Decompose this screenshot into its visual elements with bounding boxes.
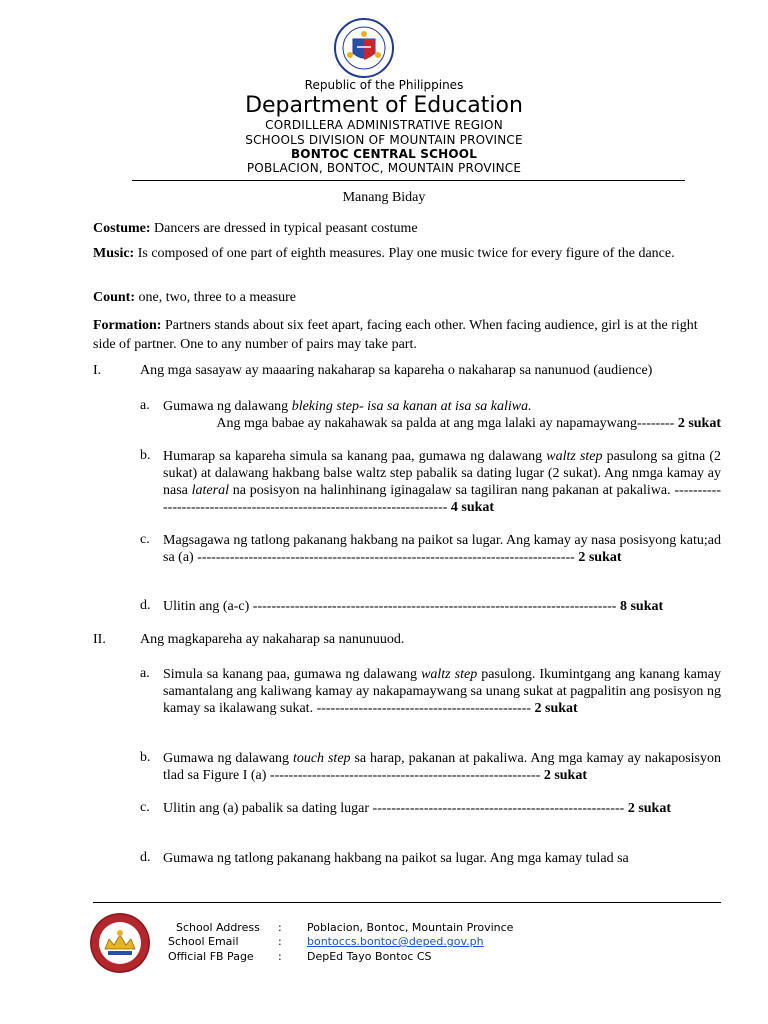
formation-text: Partners stands about six feet apart, facing each other. When facing audience, girl is at the right side of partner. One to any number of pairs may take part. xyxy=(93,318,698,352)
footer-fb-label: Official FB Page xyxy=(168,950,254,963)
school-address-line: POBLACION, BONTOC, MOUNTAIN PROVINCE xyxy=(246,161,522,175)
footer-fb-value: DepEd Tayo Bontoc CS xyxy=(307,950,432,963)
item-2d xyxy=(163,850,721,867)
item-2c-count: 2 sukat xyxy=(624,801,671,816)
item-2b xyxy=(163,750,721,784)
item-2c-letter: c. xyxy=(140,800,150,815)
footer-email-sep: : xyxy=(278,935,282,948)
item-1a-text: Gumawa ng dalawang xyxy=(163,399,292,414)
item-2a xyxy=(163,666,721,717)
item-1b-text-2: pasulong sa gitna (2 sukat) at dalawang hakbang balse waltz step pabalik sa dating lugar (2 sukat). Ang nmga kamay ay nasa xyxy=(163,449,722,498)
costume-text: Dancers are dressed in typical peasant costume xyxy=(150,221,418,236)
item-2a-text: Simula sa kanang paa, gumawa ng dalawang xyxy=(163,667,422,682)
item-2a-count: 2 sukat xyxy=(531,701,578,716)
footer-address-value: Poblacion, Bontoc, Mountain Province xyxy=(307,921,514,934)
item-1a xyxy=(163,398,721,432)
school-logo-icon xyxy=(88,911,152,975)
region-line: CORDILLERA ADMINISTRATIVE REGION xyxy=(265,118,503,132)
item-2b-letter: b. xyxy=(140,750,151,765)
item-2b-count: 2 sukat xyxy=(540,768,587,783)
item-1c xyxy=(163,532,721,566)
item-1b-text-3: na posisyon na halinhinang iginagalaw sa tagiliran nang pakanan at pakaliwa. ----------------------------------------------------------------------- xyxy=(163,483,721,515)
deped-seal-icon xyxy=(326,17,402,79)
music-text: Is composed of one part of eighth measures. Play one music twice for every figure of the dance. xyxy=(134,246,675,261)
footer-email-label: School Email xyxy=(168,935,239,948)
item-1d xyxy=(163,598,721,615)
count-text: one, two, three to a measure xyxy=(135,290,296,305)
item-1a-count: 2 sukat xyxy=(674,416,721,431)
item-1b-letter: b. xyxy=(140,448,151,463)
item-2a-emphasis: waltz step xyxy=(421,667,478,682)
footer-divider xyxy=(93,902,721,903)
count-label: Count: xyxy=(93,290,136,305)
item-1a-text-2: Ang mga babae ay nakahawak sa palda at ang mga lalaki ay napamaywang-------- xyxy=(216,416,675,431)
republic-line: Republic of the Philippines xyxy=(304,78,464,92)
item-1c-count: 2 sukat xyxy=(574,550,622,565)
school-name: BONTOC CENTRAL SCHOOL xyxy=(290,147,478,161)
footer-email-link[interactable]: bontoccs.bontoc@deped.gov.ph xyxy=(307,935,484,948)
item-1c-text: Magsagawa ng tatlong pakanang hakbang na paikot sa lugar. Ang kamay ay nasa posisyong katu;ad sa (a) --------------------------------------------------------------------------------- xyxy=(163,533,721,565)
music-field xyxy=(93,245,721,262)
footer-address-label: School Address xyxy=(176,921,260,934)
item-1d-letter: d. xyxy=(140,598,151,613)
costume-field xyxy=(93,220,721,237)
item-1b-count: 4 sukat xyxy=(447,500,495,515)
item-1b-emphasis-1: waltz step xyxy=(546,449,603,464)
item-2a-letter: a. xyxy=(140,666,150,681)
item-2c xyxy=(163,800,721,817)
music-label: Music: xyxy=(93,246,135,261)
item-2b-emphasis: touch step xyxy=(292,751,351,766)
department-title: Department of Education xyxy=(245,93,523,118)
costume-label: Costume: xyxy=(93,221,151,236)
item-2d-text: Gumawa ng tatlong pakanang hakbang na paikot sa lugar. Ang mga kamay tulad sa xyxy=(163,851,629,866)
section-2-text: Ang magkapareha ay nakaharap sa nanunuuod. xyxy=(140,632,405,647)
item-2d-letter: d. xyxy=(140,850,151,865)
footer-address-sep: : xyxy=(278,921,282,934)
footer-fb-sep: : xyxy=(278,950,282,963)
item-1c-letter: c. xyxy=(140,532,150,547)
section-1-numeral: I. xyxy=(93,363,102,378)
item-1b-emphasis-2: lateral xyxy=(191,483,229,498)
formation-field xyxy=(93,316,721,354)
item-2b-text: Gumawa ng dalawang xyxy=(163,751,293,766)
formation-label: Formation: xyxy=(93,318,162,333)
item-1a-letter: a. xyxy=(140,398,150,413)
section-2-numeral: II. xyxy=(93,632,106,647)
item-1b-text: Humarap sa kapareha simula sa kanang paa, gumawa ng dalawang xyxy=(163,449,547,464)
division-line: SCHOOLS DIVISION OF MOUNTAIN PROVINCE xyxy=(245,133,523,147)
header-divider xyxy=(132,180,685,181)
section-1-text: Ang mga sasayaw ay maaaring nakaharap sa kapareha o nakaharap sa nanunuod (audience) xyxy=(140,363,653,378)
item-2b-text-2: sa harap, pakanan at pakaliwa. Ang mga kamay ay nakaposisyon tlad sa Figure I (a) ---------------------------------------------------------- xyxy=(163,751,722,783)
item-1b xyxy=(163,448,721,516)
count-field xyxy=(93,289,721,306)
item-1d-count: 8 sukat xyxy=(616,599,664,614)
item-2a-text-2: pasulong. Ikumintgang ang kanang kamay samantalang ang kaliwang kamay ay nakapamaywang sa unang sukat at pagpalitin ang posisyon ng kamay sa ikalawang sukat. ---------------------------------------------- xyxy=(163,667,722,716)
item-2c-text: Ulitin ang (a) pabalik sa dating lugar ------------------------------------------------------ xyxy=(163,801,625,816)
item-1a-emphasis: bleking step- isa sa kanan at isa sa kaliwa. xyxy=(291,399,532,414)
item-1d-text: Ulitin ang (a-c) ------------------------------------------------------------------------------ xyxy=(163,599,617,614)
dance-title: Manang Biday xyxy=(342,190,426,205)
